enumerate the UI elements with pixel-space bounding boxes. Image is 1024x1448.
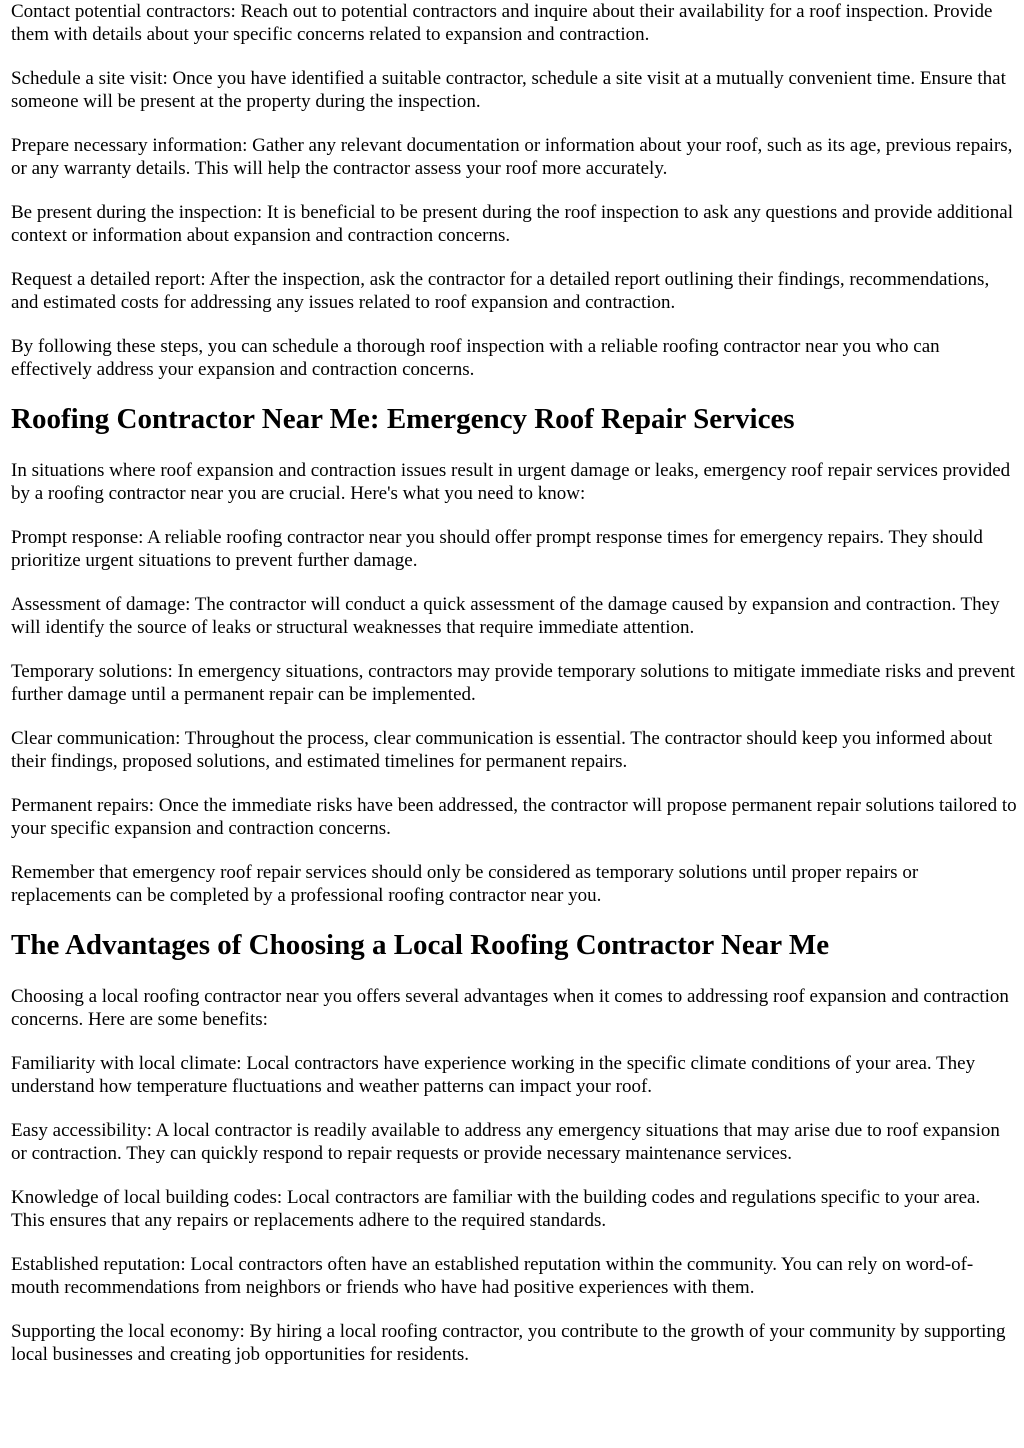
paragraph-be-present: Be present during the inspection: It is beneficial to be present during the roof inspection to ask any questions and provide additional context or information about expansion and contraction concerns.: [11, 202, 1014, 246]
paragraph-prepare-information: Prepare necessary information: Gather any relevant documentation or information about your roof, such as its age, previous repairs, or any warranty details. This will help the contractor assess your roof more accurately.: [11, 135, 1013, 179]
paragraph-emergency-remember: Remember that emergency roof repair services should only be considered as temporary solutions until proper repairs or replacements can be completed by a professional roofing contractor near you.: [11, 862, 919, 906]
paragraph-assessment-damage: Assessment of damage: The contractor will conduct a quick assessment of the damage caused by expansion and contraction. They will identify the source of leaks or structural weaknesses that require immediate attention.: [11, 594, 1000, 638]
paragraph-clear-communication: Clear communication: Throughout the process, clear communication is essential. The contractor should keep you informed about their findings, proposed solutions, and estimated timelines for permanent repairs.: [11, 728, 993, 772]
paragraph-permanent-repairs: Permanent repairs: Once the immediate risks have been addressed, the contractor will propose permanent repair solutions tailored to your specific expansion and contraction concerns.: [11, 795, 1017, 839]
section-local-advantages: [11, 928, 1018, 1366]
paragraph-local-economy: Supporting the local economy: By hiring a local roofing contractor, you contribute to the growth of your community by supporting local businesses and creating job opportunities for residents.: [11, 1321, 1006, 1365]
paragraph-building-codes: Knowledge of local building codes: Local contractors are familiar with the building codes and regulations specific to your area. This ensures that any repairs or replacements adhere to the required standards.: [11, 1187, 981, 1231]
heading-emergency-repair: Roofing Contractor Near Me: Emergency Roof Repair Services: [11, 403, 795, 435]
paragraph-local-intro: Choosing a local roofing contractor near you offers several advantages when it comes to addressing roof expansion and contraction concerns. Here are some benefits:: [11, 986, 1009, 1030]
paragraph-contact-contractors: Contact potential contractors: Reach out to potential contractors and inquire about their availability for a roof inspection. Provide them with details about your specific concerns related to expansion and contraction.: [11, 1, 993, 45]
section-inspection-steps: [11, 0, 1018, 381]
paragraph-local-climate: Familiarity with local climate: Local contractors have experience working in the specific climate conditions of your area. They understand how temperature fluctuations and weather patterns can impact your roof.: [11, 1053, 976, 1097]
paragraph-prompt-response: Prompt response: A reliable roofing contractor near you should offer prompt response times for emergency repairs. They should prioritize urgent situations to prevent further damage.: [11, 527, 983, 571]
paragraph-temporary-solutions: Temporary solutions: In emergency situations, contractors may provide temporary solutions to mitigate immediate risks and prevent further damage until a permanent repair can be implemented.: [11, 661, 1016, 705]
paragraph-schedule-visit: Schedule a site visit: Once you have identified a suitable contractor, schedule a site visit at a mutually convenient time. Ensure that someone will be present at the property during the inspection.: [11, 68, 1006, 112]
paragraph-established-reputation: Established reputation: Local contractors often have an established reputation within the community. You can rely on word-of-mouth recommendations from neighbors or friends who have had positive experiences with them.: [11, 1254, 974, 1298]
paragraph-emergency-intro: In situations where roof expansion and contraction issues result in urgent damage or leaks, emergency roof repair services provided by a roofing contractor near you are crucial. Here's what you need to know:: [11, 460, 1011, 504]
paragraph-summary-steps: By following these steps, you can schedule a thorough roof inspection with a reliable roofing contractor near you who can effectively address your expansion and contraction concerns.: [11, 336, 940, 380]
paragraph-easy-accessibility: Easy accessibility: A local contractor is readily available to address any emergency situations that may arise due to roof expansion or contraction. They can quickly respond to repair requests or provide necessary maintenance services.: [11, 1120, 1000, 1164]
section-emergency-repair: [11, 402, 1018, 907]
paragraph-request-report: Request a detailed report: After the inspection, ask the contractor for a detailed report outlining their findings, recommendations, and estimated costs for addressing any issues related to roof expansion and contraction.: [11, 269, 990, 313]
heading-local-advantages: The Advantages of Choosing a Local Roofing Contractor Near Me: [11, 929, 830, 961]
